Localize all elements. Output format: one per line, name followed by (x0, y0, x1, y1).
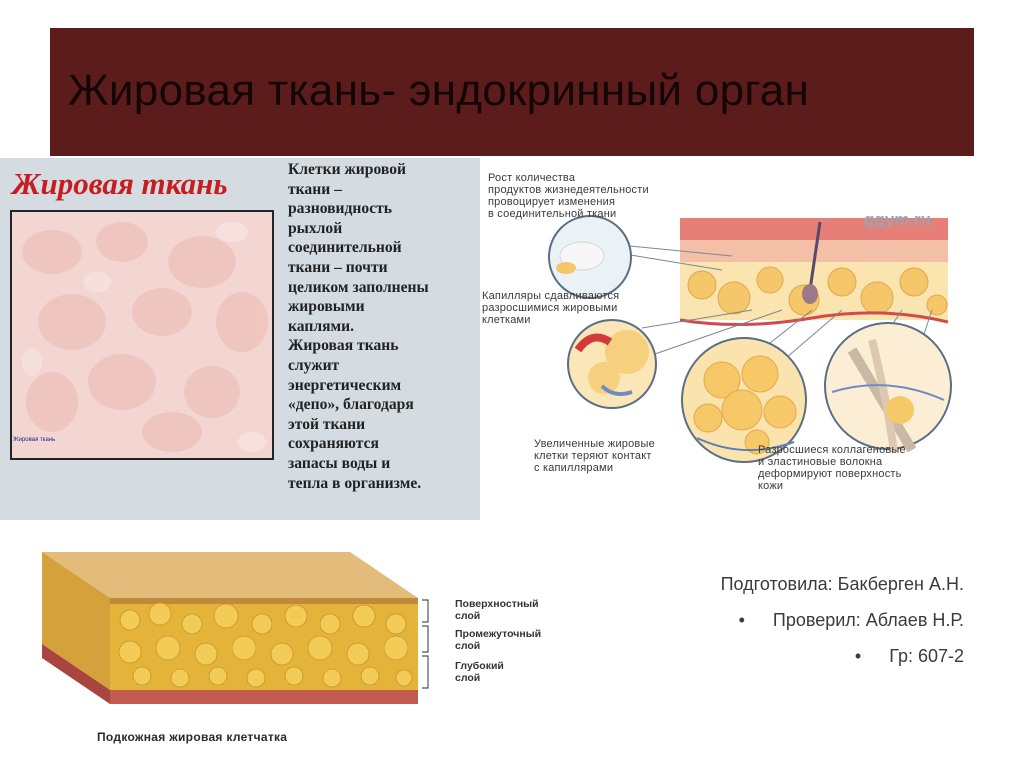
subcutaneous-fat-figure (30, 540, 590, 755)
histology-paragraph-2: Жировая ткань служит энергетическим «депо», благодаря этой ткани сохраняются запасы воды и тепла в организме. (288, 337, 422, 492)
bullet-icon: • (854, 646, 862, 666)
micrograph-image (12, 212, 272, 458)
histology-description (288, 160, 474, 493)
detail-circle-4 (825, 323, 951, 452)
credit-checked (721, 602, 964, 638)
label-fibers: Разросшиеся коллагеновые и эластиновые волокна деформируют поверхность кожи (758, 444, 906, 492)
diagram-watermark: ggym.ru (864, 210, 932, 229)
credit-checked-text: Проверил: Аблаев Н.Р. (772, 610, 964, 630)
layer-deep-label: Глубокий слой (455, 660, 504, 684)
skin-section (680, 218, 948, 325)
fat-block-caption: Подкожная жировая клетчатка (97, 730, 288, 744)
credit-group-text: Гр: 607-2 (889, 646, 964, 666)
credits (721, 566, 964, 674)
slide-title: Жировая ткань- эндокринный орган (68, 66, 810, 115)
histology-micrograph (10, 210, 274, 460)
label-enlarged-cells: Увеличенные жировые клетки теряют контакт с капиллярами (534, 438, 655, 474)
histology-heading: Жировая ткань (12, 166, 228, 201)
label-capillaries: Капилляры сдавливаются разросшимися жировыми клетками (482, 290, 620, 326)
histology-paragraph-1: Клетки жировой ткани – разновидность рыхлой соединительной ткани – почти целиком заполнены жировыми каплями. (288, 161, 429, 335)
layer-intermediate-label: Промежуточный слой (455, 628, 542, 652)
fat-block-illustration (30, 540, 450, 725)
detail-circle-2 (568, 320, 656, 408)
cellulite-diagram (482, 160, 1024, 500)
credit-prepared-text: Подготовила: Бакберген А.Н. (720, 574, 964, 594)
credit-group (721, 638, 964, 674)
bullet-icon: • (738, 610, 745, 630)
layer-surface-label: Поверхностный слой (455, 598, 539, 622)
credit-prepared (721, 566, 964, 602)
label-growth: Рост количества продуктов жизнедеятельности провоцирует изменения в соединительной ткани (488, 172, 649, 220)
detail-circle-1 (549, 216, 631, 298)
micrograph-caption: Жировая ткань (13, 437, 56, 443)
